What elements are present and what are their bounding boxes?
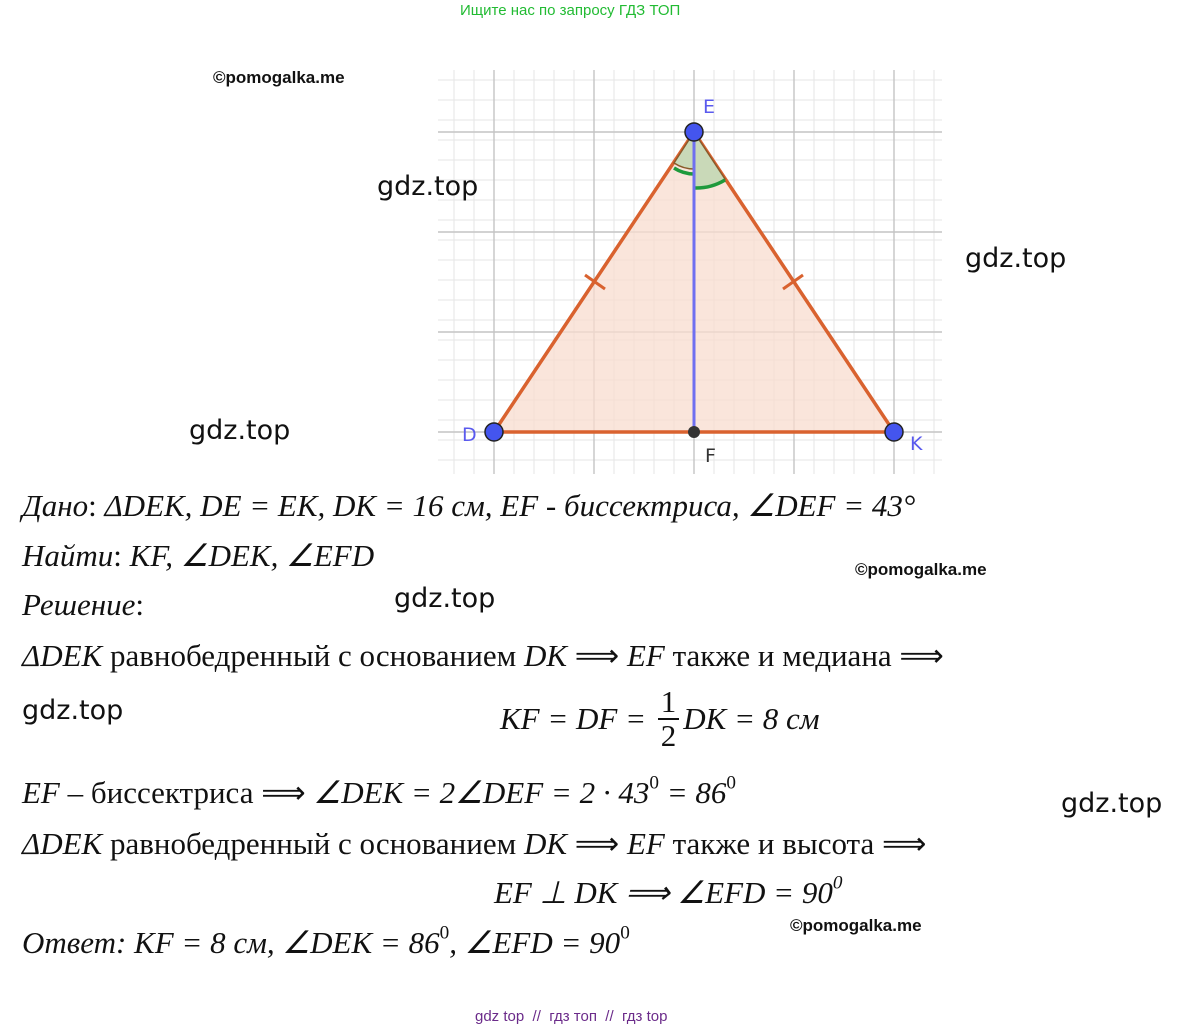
degree-superscript: 0	[649, 772, 659, 794]
fraction-denominator: 2	[660, 718, 677, 753]
find-expression: KF, ∠DEK, ∠EFD	[129, 538, 375, 573]
text-run: – биссектриса ⟹	[59, 775, 314, 810]
site-watermark: gdz.top	[22, 695, 124, 726]
site-watermark: gdz.top	[1061, 788, 1163, 819]
implies-symbol: ⟹	[567, 826, 627, 861]
math-term: EF	[627, 826, 665, 861]
math-term: ΔDEK	[22, 638, 103, 673]
degree-superscript: 0	[620, 922, 630, 944]
math-term: EF	[627, 638, 665, 673]
given-label: Дано	[22, 488, 89, 523]
point-f	[688, 426, 700, 438]
solution-heading: Решение:	[22, 587, 144, 622]
text-run: равнобедренный с основанием	[102, 638, 524, 673]
answer-expression: , ∠EFD = 90	[449, 925, 621, 960]
math-term: DK	[523, 826, 568, 861]
site-watermark: gdz.top	[189, 415, 291, 446]
math-term: ΔDEK	[22, 826, 103, 861]
answer-expression: KF = 8 см, ∠DEK = 86	[126, 925, 440, 960]
equation-text: EF ⊥ DK ⟹ ∠EFD = 90	[494, 875, 833, 910]
point-d	[485, 423, 503, 441]
implies-symbol: ⟹	[567, 638, 627, 673]
fraction-half	[658, 686, 680, 752]
solution-label: Решение	[22, 587, 136, 622]
point-e	[685, 123, 703, 141]
math-term: EF	[22, 775, 60, 810]
math-term: = 86	[658, 775, 727, 810]
reasoning-line-2	[22, 772, 736, 811]
footer-links[interactable]: gdz top // гдз топ // гдз top	[475, 1008, 668, 1025]
reasoning-line-3	[22, 826, 926, 862]
text-run: также и высота ⟹	[664, 826, 927, 861]
copyright-watermark: ©pomogalka.me	[213, 68, 345, 87]
site-watermark: gdz.top	[377, 171, 479, 202]
label-d: D	[462, 424, 477, 446]
text-run: равнобедренный с основанием	[102, 826, 524, 861]
copyright-watermark: ©pomogalka.me	[790, 916, 922, 935]
text-run: также и медиана ⟹	[664, 638, 944, 673]
equation-kf	[500, 686, 820, 752]
triangle-figure	[438, 70, 942, 474]
reasoning-line-1	[22, 638, 944, 674]
find-label: Найти	[22, 538, 114, 573]
given-expression: ΔDEK, DE = EK, DK = 16 см, EF - биссектриса, ∠DEF = 43°	[104, 488, 916, 523]
top-banner: Ищите нас по запросу ГДЗ ТОП	[460, 2, 681, 19]
site-watermark: gdz.top	[965, 243, 1067, 274]
label-k: K	[910, 433, 923, 455]
equation-right: DK = 8 см	[683, 701, 820, 736]
find-line: Найти: KF, ∠DEK, ∠EFD	[22, 538, 375, 573]
label-e: E	[703, 96, 716, 118]
math-term: DK	[523, 638, 568, 673]
equation-efd	[494, 872, 843, 911]
site-watermark: gdz.top	[394, 583, 496, 614]
math-term: ∠DEK = 2∠DEF = 2 · 43	[313, 775, 650, 810]
degree-superscript: 0	[439, 922, 450, 944]
given-line: Дано: ΔDEK, DE = EK, DK = 16 см, EF - биссектриса, ∠DEF = 43°	[22, 488, 916, 523]
copyright-watermark: ©pomogalka.me	[855, 560, 987, 579]
equation-left: KF = DF =	[500, 701, 654, 736]
degree-superscript: 0	[832, 872, 843, 894]
answer-line	[22, 922, 630, 961]
label-f: F	[705, 445, 716, 467]
fraction-numerator: 1	[658, 686, 680, 720]
degree-superscript: 0	[726, 772, 736, 794]
answer-label: Ответ:	[22, 925, 127, 960]
point-k	[885, 423, 903, 441]
